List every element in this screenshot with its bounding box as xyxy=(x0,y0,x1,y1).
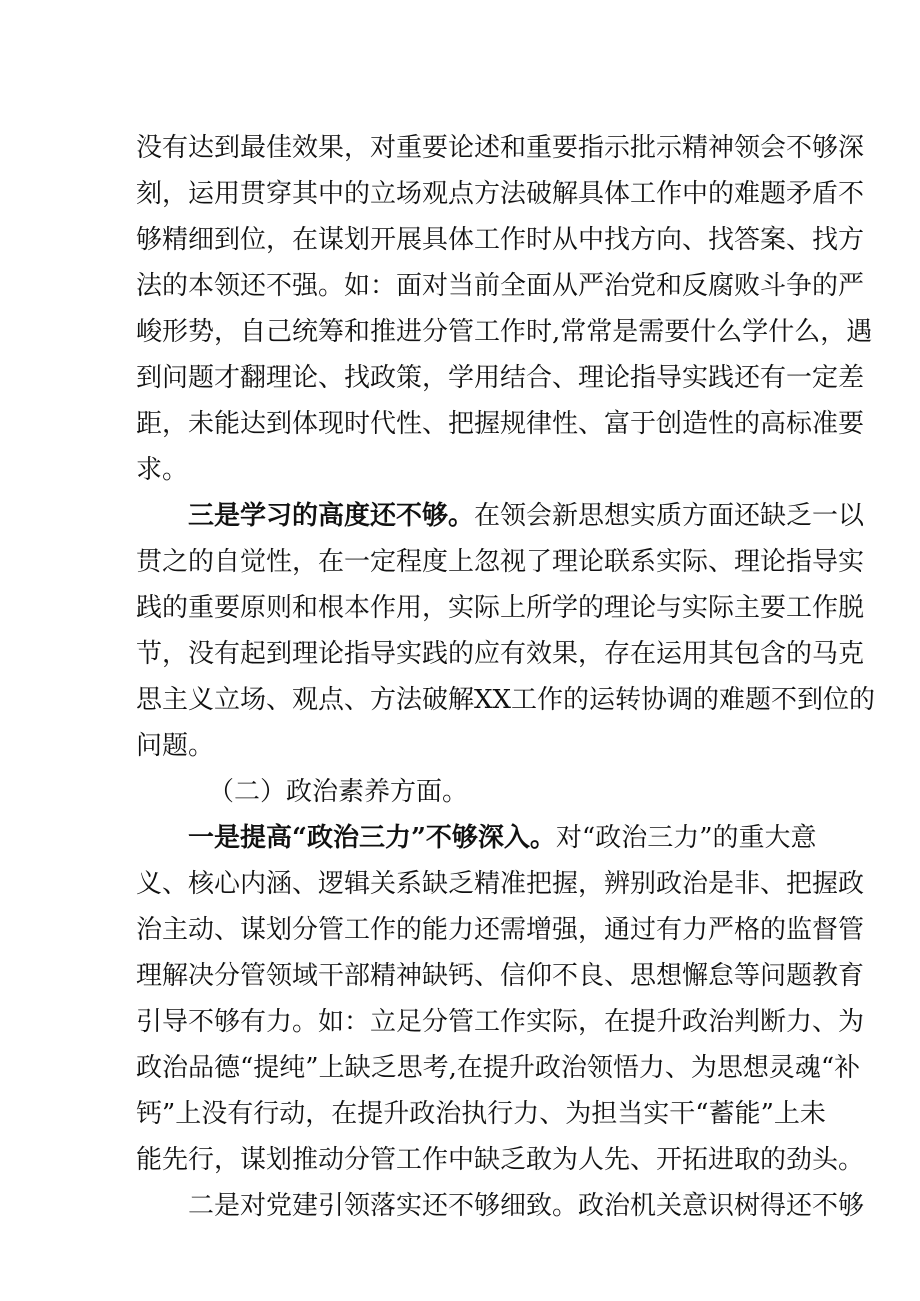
text-line: 引导不够有力。如：立足分管工作实际，在提升政治判断力、为 xyxy=(136,1007,865,1037)
text-line: 政治品德“提纯”上缺乏思考,在提升政治领悟力、为思想灵魂“补 xyxy=(136,1053,861,1083)
text-line: 法的本领还不强。如：面对当前全面从严治党和反腐败斗争的严 xyxy=(136,271,865,301)
text-line: 没有达到最佳效果，对重要论述和重要指示批示精神领会不够深 xyxy=(136,133,865,163)
paragraph-heading: 三是学习的高度还不够。 xyxy=(188,501,475,531)
text-line: 峻形势，自己统筹和推进分管工作时,常常是需要什么学什么，遇 xyxy=(136,317,873,347)
text-line: 到问题才翻理论、找政策，学用结合、理论指导实践还有一定差 xyxy=(136,363,865,393)
text-line: 治主动、谋划分管工作的能力还需增强，通过有力严格的监督管 xyxy=(136,915,865,945)
text-span: 在领会新思想实质方面还缺乏一以 xyxy=(474,501,865,531)
text-line: 够精细到位，在谋划开展具体工作时从中找方向、找答案、找方 xyxy=(136,225,865,255)
text-line: 距，未能达到体现时代性、把握规律性、富于创造性的高标准要 xyxy=(136,409,865,439)
paragraph-heading: 一是提高“政治三力”不够深入。 xyxy=(188,823,556,853)
text-line: 刻，运用贯穿其中的立场观点方法破解具体工作中的难题矛盾不 xyxy=(136,179,865,209)
text-line: 二是对党建引领落实还不够细致。政治机关意识树得还不够 xyxy=(188,1191,865,1221)
text-line: 求。 xyxy=(136,455,189,485)
text-line: 贯之的自觉性，在一定程度上忽视了理论联系实际、理论指导实 xyxy=(136,547,865,577)
text-line: 思主义立场、观点、方法破解XX工作的运转协调的难题不到位的 xyxy=(136,685,876,715)
text-line: 节，没有起到理论指导实践的应有效果，存在运用其包含的马克 xyxy=(136,639,865,669)
paragraph-first-line xyxy=(188,496,865,536)
text-span: 对“政治三力”的重大意 xyxy=(555,823,817,853)
text-line: 践的重要原则和根本作用，实际上所学的理论与实际主要工作脱 xyxy=(136,593,865,623)
text-line: 钙”上没有行动，在提升政治执行力、为担当实干“蓄能”上未 xyxy=(136,1099,826,1129)
text-line: 能先行，谋划推动分管工作中缺乏敢为人先、开拓进取的劲头。 xyxy=(136,1145,865,1175)
text-line: 理解决分管领域干部精神缺钙、信仰不良、思想懈怠等问题教育 xyxy=(136,961,865,991)
text-line: 问题。 xyxy=(136,731,215,761)
section-heading: （二）政治素养方面。 xyxy=(208,777,469,807)
paragraph-first-line xyxy=(188,818,817,858)
text-line: 义、核心内涵、逻辑关系缺乏精准把握，辨别政治是非、把握政 xyxy=(136,869,865,899)
